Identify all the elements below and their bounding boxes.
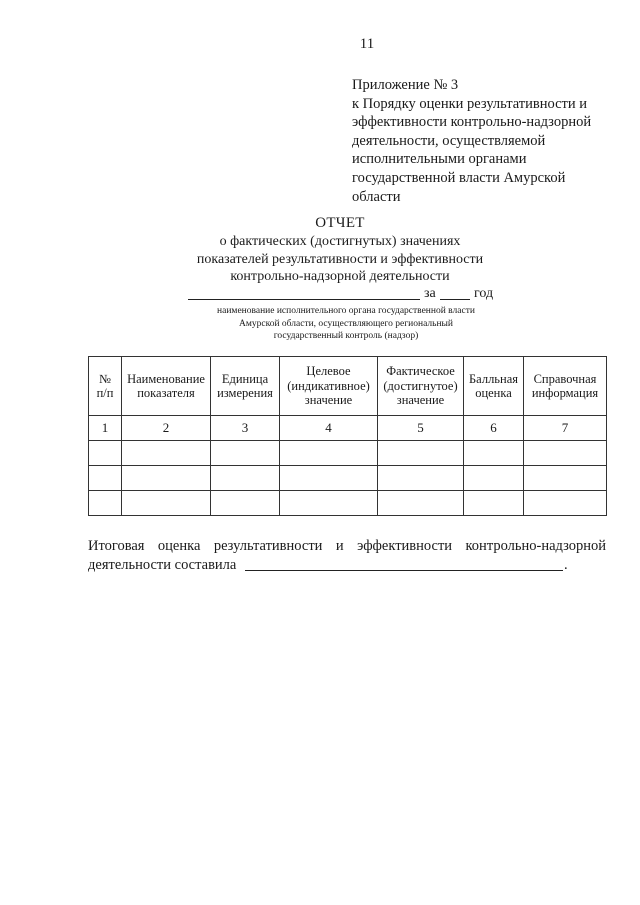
appendix-line: области: [352, 188, 401, 205]
summary-line: Итоговая оценка результативности и эффективности контрольно-надзорной: [88, 538, 606, 554]
organization-line: [188, 286, 508, 304]
column-number: 3: [211, 416, 280, 441]
column-number: 2: [122, 416, 211, 441]
column-number: 4: [280, 416, 378, 441]
report-heading: [150, 214, 530, 286]
summary-statement: [88, 537, 606, 575]
appendix-line: Приложение № 3: [352, 77, 459, 93]
header-cell-score: Балльная оценка: [464, 357, 524, 416]
subtitle-line: контрольно-надзорной деятельности: [230, 269, 450, 284]
organization-caption: [188, 305, 504, 343]
table-row: [89, 466, 607, 491]
header-cell-target-value: Целевое (индикативное) значение: [280, 357, 378, 416]
header-cell-reference-info: Справочная информация: [524, 357, 607, 416]
column-number: 6: [464, 416, 524, 441]
table-row: [89, 491, 607, 516]
header-cell-actual-value: Фактическое (достигнутое) значение: [378, 357, 464, 416]
table-cell: [89, 441, 122, 466]
appendix-line: деятельности, осуществляемой: [352, 132, 546, 149]
table-cell: [211, 466, 280, 491]
header-cell-indicator-name: Наименование показателя: [122, 357, 211, 416]
header-cell-unit: Единица измерения: [211, 357, 280, 416]
table-cell: [122, 441, 211, 466]
table-cell: [280, 441, 378, 466]
table-cell: [464, 441, 524, 466]
subtitle-line: показателей результативности и эффективности: [196, 251, 484, 267]
summary-prefix: деятельности составила: [88, 557, 237, 573]
report-table: [88, 356, 607, 516]
table-cell: [280, 466, 378, 491]
report-subtitle: [150, 233, 530, 286]
summary-period: .: [564, 557, 568, 573]
table-cell: [378, 441, 464, 466]
caption-line: наименование исполнительного органа государственной власти: [217, 306, 475, 316]
table-header-row: [89, 357, 607, 416]
table-cell: [524, 466, 607, 491]
table-cell: [211, 441, 280, 466]
caption-line: Амурской области, осуществляющего региональный: [239, 318, 453, 329]
year-blank: [440, 299, 470, 300]
subtitle-line: о фактических (достигнутых) значениях: [219, 234, 461, 249]
table-cell: [464, 466, 524, 491]
appendix-line: к Порядку оценки результативности и: [352, 95, 588, 112]
table-cell: [378, 466, 464, 491]
table-cell: [464, 491, 524, 516]
appendix-line: государственной власти Амурской: [352, 169, 566, 186]
table-cell: [122, 491, 211, 516]
appendix-line: исполнительными органами: [352, 151, 527, 168]
column-number-row: [89, 416, 607, 441]
table-cell: [524, 491, 607, 516]
caption-line: государственный контроль (надзор): [273, 331, 419, 341]
table-cell: [122, 466, 211, 491]
organization-blank: [188, 299, 420, 300]
za-label: за: [424, 286, 436, 301]
column-number: 1: [89, 416, 122, 441]
header-cell-number: № п/п: [89, 357, 122, 416]
table-cell: [378, 491, 464, 516]
page-number: 11: [359, 36, 375, 52]
table-row: [89, 441, 607, 466]
report-title: ОТЧЕТ: [315, 215, 365, 231]
table-cell: [89, 466, 122, 491]
appendix-line: эффективности контрольно-надзорной: [352, 114, 592, 131]
column-number: 7: [524, 416, 607, 441]
year-label: год: [474, 286, 494, 301]
column-number: 5: [378, 416, 464, 441]
summary-blank: [245, 570, 563, 571]
table-cell: [89, 491, 122, 516]
table-cell: [524, 441, 607, 466]
table-cell: [211, 491, 280, 516]
summary-line-2: [88, 556, 606, 575]
table-cell: [280, 491, 378, 516]
appendix-note: [352, 76, 622, 206]
